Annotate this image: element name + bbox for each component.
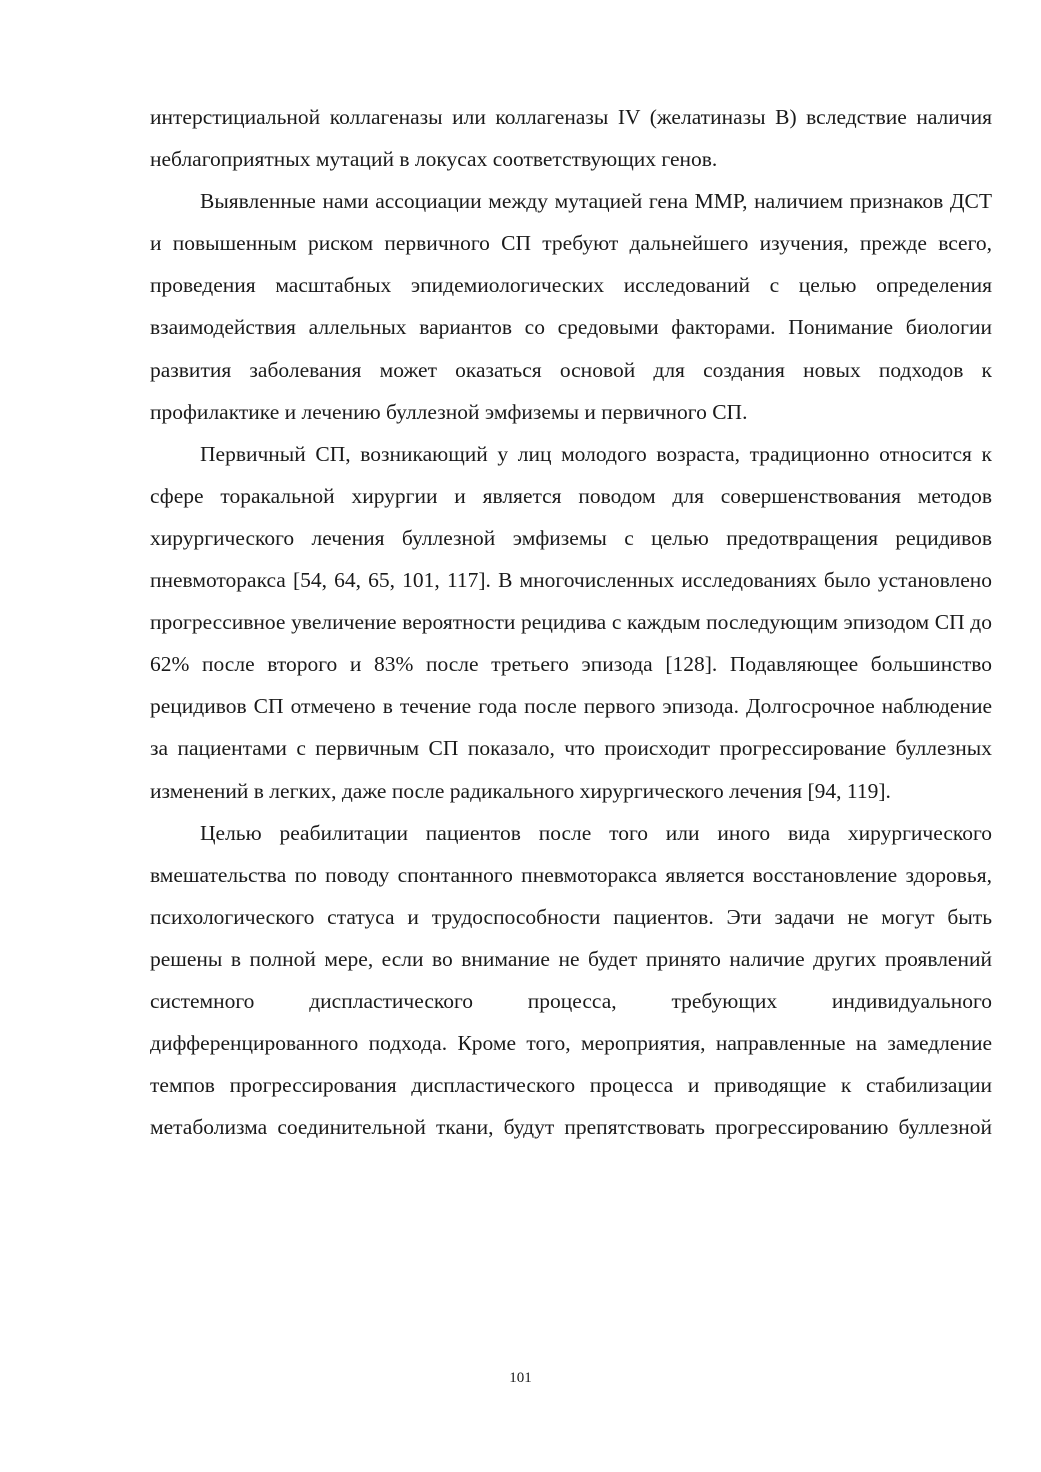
body-text (150, 96, 992, 1148)
paragraph-4: Целью реабилитации пациентов после того или иного вида хирургического вмешательства по поводу спонтанного пневмоторакса является восстановление здоровья, психологического статуса и трудоспособности пациентов. Эти задачи не могут быть решены в полной мере, если во внимание не будет принято наличие других проявлений системного диспластического процесса, требующих индивидуального дифференцированного подхода. Кроме того, мероприятия, направленные на замедление темпов прогрессирования диспластического процесса и приводящие к стабилизации метаболизма соединительной ткани, будут препятствовать прогрессированию буллезной (150, 820, 992, 1140)
paragraph-2: Выявленные нами ассоциации между мутацией гена ММР, наличием признаков ДСТ и повышенным риском первичного СП требуют дальнейшего изучения, прежде всего, проведения масштабных эпидемиологических исследований с целью определения взаимодействия аллельных вариантов со средовыми факторами. Понимание биологии развития заболевания может оказаться основой для создания новых подходов к профилактике и лечению буллезной эмфиземы и первичного СП. (150, 189, 992, 424)
paragraph-3: Первичный СП, возникающий у лиц молодого возраста, традиционно относится к сфере торакальной хирургии и является поводом для совершенствования методов хирургического лечения буллезной эмфиземы с целью предотвращения рецидивов пневмоторакса [54, 64, 65, 101, 117]. В многочисленных исследованиях было установлено прогрессивное увеличение вероятности рецидива с каждым последующим эпизодом СП до 62% после второго и 83% после третьего эпизода [128]. Подавляющее большинство рецидивов СП отмечено в течение года после первого эпизода. Долгосрочное наблюдение за пациентами с первичным СП показало, что происходит прогрессирование буллезных изменений в легких, даже после радикального хирургического лечения [94, 119]. (150, 441, 992, 803)
page-number: 101 (509, 1370, 532, 1386)
paragraph-1: интерстициальной коллагеназы или коллагеназы IV (желатиназы В) вследствие наличия неблагоприятных мутаций в локусах соответствующих генов. (150, 105, 992, 172)
